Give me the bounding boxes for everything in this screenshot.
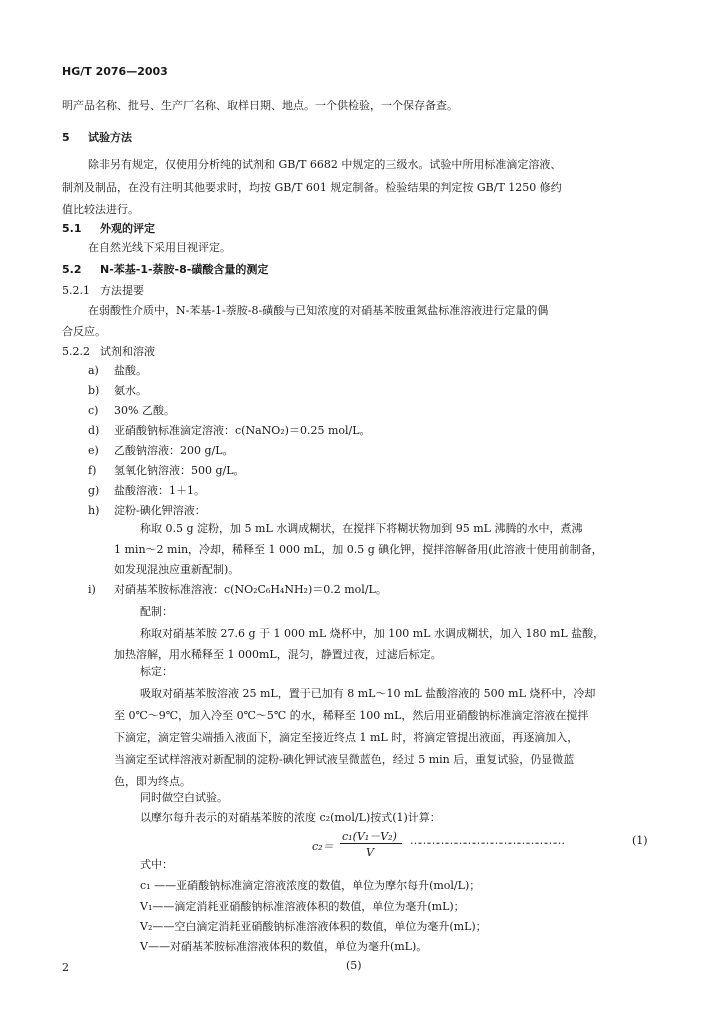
equation-number: (1) xyxy=(632,834,648,847)
leader-dots: …………………………………………… xyxy=(410,834,563,847)
fraction-bar xyxy=(340,843,402,844)
body-line: 明产品名称、批号、生产厂名称、取样日期、地点。一个供检验，一个保存备查。 xyxy=(62,99,458,112)
section-5-2-heading xyxy=(62,263,268,277)
list-marker: e) xyxy=(88,444,99,457)
list-marker: i) xyxy=(88,583,96,596)
sub-label: 配制： xyxy=(140,605,173,618)
section-5-1-heading xyxy=(62,222,155,236)
standard-number-header: HG/T 2076—2003 xyxy=(62,65,168,78)
body-line: 称取对硝基苯胺 27.6 g 于 1 000 mL 烧杯中，加 100 mL 水调成糊状，加入 180 mL 盐酸， xyxy=(140,627,605,640)
body-line: 合反应。 xyxy=(62,325,106,338)
section-number: 5.2.2 xyxy=(62,345,90,358)
body-line: 吸取对硝基苯胺溶液 25 mL，置于已加有 8 mL～10 mL 盐酸溶液的 500 mL 烧杯中，冷却 xyxy=(140,687,596,700)
variable-definition: c₁ ——亚硝酸钠标准滴定溶液浓度的数值，单位为摩尔每升(mol/L)； xyxy=(140,879,481,892)
section-number: 5.2.1 xyxy=(62,284,90,297)
section-title: 试剂和溶液 xyxy=(100,345,155,358)
body-line: 除非另有规定，仅使用分析纯的试剂和 GB/T 6682 中规定的三级水。试验中所用标准滴定溶液、 xyxy=(88,158,562,171)
body-line: 式中： xyxy=(140,858,173,871)
list-marker: d) xyxy=(88,424,100,437)
body-line: 值比较法进行。 xyxy=(62,203,139,216)
sub-label: 标定： xyxy=(140,665,173,678)
body-line: 色，即为终点。 xyxy=(114,775,191,788)
variable-definition: V₁——滴定消耗亚硝酸钠标准溶液体积的数值，单位为毫升(mL)； xyxy=(140,900,465,913)
footer-center-mark: (5) xyxy=(346,959,362,972)
section-5-heading xyxy=(62,131,132,145)
list-marker: f) xyxy=(88,464,97,477)
variable-definition: V——对硝基苯胺标准溶液体积的数值，单位为毫升(mL)。 xyxy=(140,940,428,953)
section-title: 试验方法 xyxy=(88,131,132,144)
list-text: 对硝基苯胺标准溶液：c(NO₂C₆H₄NH₂)＝0.2 mol/L。 xyxy=(114,583,387,596)
list-item xyxy=(88,424,371,438)
list-text: 乙酸钠溶液：200 g/L。 xyxy=(114,444,234,457)
section-title: N-苯基-1-萘胺-8-磺酸含量的测定 xyxy=(100,263,269,276)
body-line: 制剂及制品，在没有注明其他要求时，均按 GB/T 601 规定制备。检验结果的判定按 GB/T 1250 修约 xyxy=(62,181,562,194)
list-item xyxy=(88,504,206,518)
list-item xyxy=(88,384,147,398)
section-5-2-1-heading xyxy=(62,284,144,298)
list-text: 淀粉-碘化钾溶液： xyxy=(114,504,206,517)
list-item xyxy=(88,444,234,458)
body-line: 加热溶解，用水稀释至 1 000mL，混匀，静置过夜，过滤后标定。 xyxy=(114,648,442,661)
body-line: 同时做空白试验。 xyxy=(140,791,228,804)
body-line: 下滴定，滴定管尖端插入液面下，滴定至接近终点 1 mL 时，将滴定管提出液面，再逐滴加入， xyxy=(114,731,579,744)
body-line: 1 min～2 min，冷却，稀释至 1 000 mL，加 0.5 g 碘化钾，搅拌溶解备用(此溶液十使用前制备， xyxy=(114,543,603,556)
list-marker: c) xyxy=(88,404,99,417)
list-marker: g) xyxy=(88,484,100,497)
body-line: 以摩尔每升表示的对硝基苯胺的浓度 c₂(mol/L)按式(1)计算： xyxy=(140,811,441,824)
section-number: 5 xyxy=(62,131,70,144)
list-text: 盐酸溶液：1＋1。 xyxy=(114,484,205,497)
list-text: 30% 乙酸。 xyxy=(114,404,175,417)
page-number: 2 xyxy=(62,961,69,974)
section-5-2-2-heading xyxy=(62,345,155,359)
list-item xyxy=(88,404,175,418)
list-item xyxy=(88,464,245,478)
body-line: 在自然光线下采用目视评定。 xyxy=(88,241,231,254)
section-title: 外观的评定 xyxy=(100,222,155,235)
equation-lhs: c₂＝ xyxy=(312,840,334,853)
list-text: 氨水。 xyxy=(114,384,147,397)
body-line: 至 0℃～9℃，加入冷至 0℃～5℃ 的水，稀释至 100 mL，然后用亚硝酸钠标准滴定溶液在搅拌 xyxy=(114,709,589,722)
equation-denominator: V xyxy=(366,846,374,859)
variable-definition: V₂——空白滴定消耗亚硝酸钠标准溶液体积的数值，单位为毫升(mL)； xyxy=(140,920,487,933)
list-item xyxy=(88,364,147,378)
body-line: 当滴定至试样溶液对新配制的淀粉-碘化钾试液呈微蓝色，经过 5 min 后，重复试验，仍显微蓝 xyxy=(114,753,575,766)
list-item xyxy=(88,484,205,498)
body-line: 如发现混浊应重新配制)。 xyxy=(114,563,240,576)
list-item xyxy=(88,583,387,597)
list-marker: b) xyxy=(88,384,100,397)
list-text: 亚硝酸钠标准滴定溶液：c(NaNO₂)＝0.25 mol/L。 xyxy=(114,424,371,437)
list-marker: a) xyxy=(88,364,99,377)
list-text: 盐酸。 xyxy=(114,364,147,377)
section-number: 5.2 xyxy=(62,263,82,276)
list-text: 氢氧化钠溶液：500 g/L。 xyxy=(114,464,245,477)
body-line: 在弱酸性介质中，N-苯基-1-萘胺-8-磺酸与已知浓度的对硝基苯胺重氮盐标准溶液进行定量的偶 xyxy=(88,304,549,317)
section-number: 5.1 xyxy=(62,222,82,235)
section-title: 方法提要 xyxy=(100,284,144,297)
body-line: 称取 0.5 g 淀粉，加 5 mL 水调成糊状，在搅拌下将糊状物加到 95 mL 沸腾的水中，煮沸 xyxy=(140,522,583,535)
equation-numerator: c₁(V₁－V₂) xyxy=(342,830,397,843)
list-marker: h) xyxy=(88,504,100,517)
